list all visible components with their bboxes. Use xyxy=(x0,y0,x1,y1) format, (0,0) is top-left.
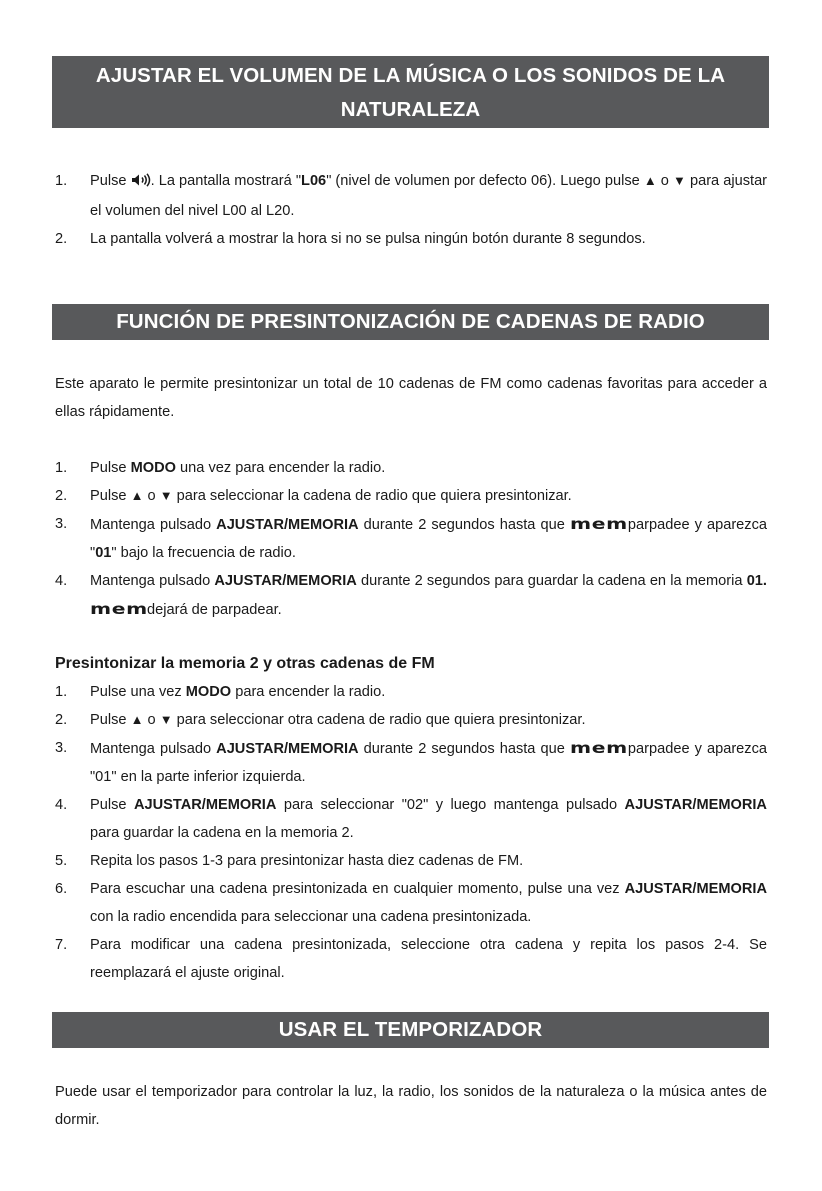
section-title-temporizador: USAR EL TEMPORIZADOR xyxy=(52,1012,769,1048)
up-triangle-icon: ▲ xyxy=(643,173,657,188)
list-item: 2. Pulse ▲ o ▼ para seleccionar la cadena de radio que quiera presintonizar. xyxy=(55,488,572,504)
temporizador-intro xyxy=(55,1078,767,1134)
item-number: 2. xyxy=(55,231,68,247)
list-item: 4. Pulse AJUSTAR/MEMORIA para seleccionar "02" y luego mantenga pulsado AJUSTAR/MEMORIA para guardar la cadena en la memoria 2. xyxy=(55,797,767,841)
section-title-presintonizacion: FUNCIÓN DE PRESINTONIZACIÓN DE CADENAS DE RADIO xyxy=(52,304,769,340)
subheading: Presintonizar la memoria 2 y otras cadenas de FM xyxy=(55,655,435,672)
list-item: 3. Mantenga pulsado AJUSTAR/MEMORIA durante 2 segundos hasta que mem parpadee y aparezca "01" bajo la frecuencia de radio. xyxy=(55,510,767,567)
list-item: 1. Pulse una vez MODO para encender la radio. xyxy=(55,684,386,700)
list-item: 4. Mantenga pulsado AJUSTAR/MEMORIA durante 2 segundos para guardar la cadena en la memoria 01. mem dejará de parpadear. xyxy=(55,567,767,624)
list-item: 6. Para escuchar una cadena presintonizada en cualquier momento, pulse una vez AJUSTAR/MEMORIA con la radio encendida para seleccionar una cadena presintonizada. xyxy=(55,881,768,925)
down-triangle-icon: ▼ xyxy=(673,173,686,188)
presintonizacion-steps xyxy=(55,454,767,624)
list-item: 5. Repita los pasos 1-3 para presintonizar hasta diez cadenas de FM. xyxy=(55,853,524,869)
mem-display-icon: mem xyxy=(569,739,628,757)
down-triangle-icon: ▼ xyxy=(159,488,173,503)
list-item: 7. Para modificar una cadena presintonizada, seleccione otra cadena y repita los pasos 2-4. Se reemplazará el ajuste original. xyxy=(55,937,767,981)
list-item: 1. Pulse MODO una vez para encender la radio. xyxy=(55,460,386,476)
list-item: 2. La pantalla volverá a mostrar la hora si no se pulsa ningún botón durante 8 segundos. xyxy=(55,225,767,253)
presintonizar-memoria-2 xyxy=(55,650,767,987)
title-line-1: AJUSTAR EL VOLUMEN DE LA MÚSICA O LOS SONIDOS DE LA xyxy=(95,64,726,87)
volume-steps xyxy=(55,167,767,253)
mem-display-icon: mem xyxy=(569,515,628,533)
speaker-volume-icon xyxy=(131,169,151,197)
list-item: 1. Pulse . La pantalla mostrará "L06" (nivel de volumen por defecto 06). Luego pulse ▲ o ▼ para ajustar el volumen del nivel L00 al L20. xyxy=(55,167,767,225)
presintonizacion-intro xyxy=(55,370,767,426)
section-title-volumen xyxy=(52,56,769,128)
up-triangle-icon: ▲ xyxy=(130,712,144,727)
intro-paragraph: Este aparato le permite presintonizar un total de 10 cadenas de FM como cadenas favoritas para acceder a ellas rápidamente. xyxy=(55,376,767,420)
up-triangle-icon: ▲ xyxy=(130,488,144,503)
intro-paragraph: Puede usar el temporizador para controlar la luz, la radio, los sonidos de la naturaleza o la música antes de dormir. xyxy=(55,1084,767,1128)
list-item: 2. Pulse ▲ o ▼ para seleccionar otra cadena de radio que quiera presintonizar. xyxy=(55,712,586,728)
item-number: 1. xyxy=(55,173,68,189)
down-triangle-icon: ▼ xyxy=(159,712,173,727)
mem-display-icon: mem xyxy=(90,600,148,618)
title-line-2: NATURALEZA xyxy=(340,98,481,121)
list-item: 3. Mantenga pulsado AJUSTAR/MEMORIA durante 2 segundos hasta que mem parpadee y aparezca "01" en la parte inferior izquierda. xyxy=(55,734,767,791)
